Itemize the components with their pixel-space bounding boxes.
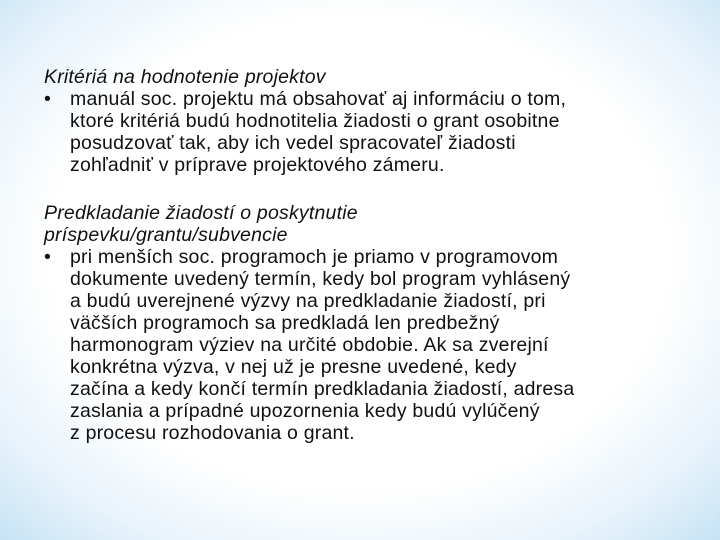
bullet-line: posudzovať tak, aby ich vedel spracovateľ žiadosti	[70, 132, 516, 154]
section-heading	[44, 66, 694, 88]
heading-line: príspevku/grantu/subvencie	[44, 224, 288, 246]
bullet-line: konkrétna výzva, v nej už je presne uvedené, kedy	[70, 356, 517, 378]
bullet-line: manuál soc. projektu má obsahovať aj informáciu o tom,	[70, 88, 567, 110]
bullet-line: zohľadniť v príprave projektového zámeru.	[70, 154, 445, 176]
section-heading	[44, 202, 694, 246]
bullet-line: pri menších soc. programoch je priamo v programovom	[70, 246, 559, 268]
bullet-line: väčších programoch sa predkladá len predbežný	[70, 312, 500, 334]
bullet-line: a budú uverejnené výzvy na predkladanie žiadostí, pri	[70, 290, 546, 312]
bullet-item	[44, 246, 694, 444]
bullet-line: dokumente uvedený termín, kedy bol program vyhlásený	[70, 268, 571, 290]
bullet-line: začína a kedy končí termín predkladania žiadostí, adresa	[70, 378, 575, 400]
bullet-icon: •	[44, 246, 52, 268]
section-evaluation-criteria	[44, 66, 694, 176]
bullet-line: ktoré kritériá budú hodnotitelia žiadosti o grant osobitne	[70, 110, 560, 132]
section-application-submission	[44, 202, 694, 444]
bullet-line: z procesu rozhodovania o grant.	[70, 422, 355, 444]
bullet-icon: •	[44, 88, 52, 110]
heading-line: Predkladanie žiadostí o poskytnutie	[44, 202, 358, 224]
bullet-item	[44, 88, 694, 176]
slide-content	[44, 66, 694, 444]
heading-line: Kritériá na hodnotenie projektov	[44, 66, 326, 88]
bullet-line: zaslania a prípadné upozornenia kedy budú vylúčený	[70, 400, 540, 422]
bullet-line: harmonogram výziev na určité obdobie. Ak sa zverejní	[70, 334, 549, 356]
